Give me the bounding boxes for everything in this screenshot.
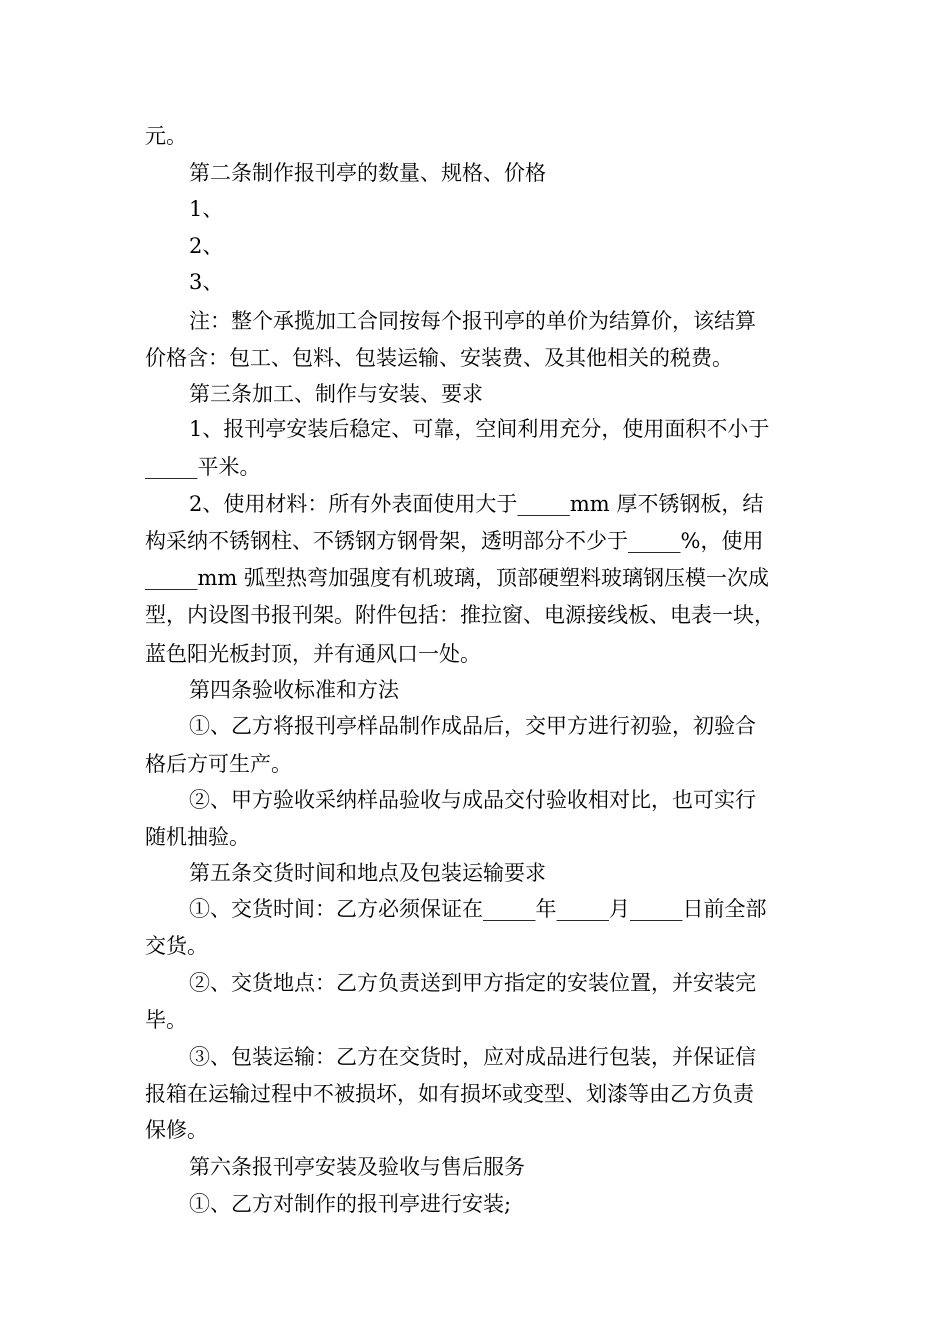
text-line: ①、乙方对制作的报刊亭进行安装; [189, 1192, 512, 1216]
section-heading: 第三条加工、制作与安装、要求 [189, 382, 483, 406]
list-item: 3、 [189, 270, 224, 294]
text-line: 报箱在运输过程中不被损坏，如有损坏或变型、划漆等由乙方负责 [145, 1082, 754, 1106]
text-line: 构采纳不锈钢柱、不锈钢方钢骨架，透明部分不少于_____%，使用 [145, 529, 764, 553]
section-heading: 第五条交货时间和地点及包装运输要求 [189, 861, 546, 885]
section-heading: 第四条验收标准和方法 [189, 678, 399, 702]
text-line: 元。 [145, 124, 187, 148]
list-item: 1、 [189, 197, 224, 221]
text-line: ②、交货地点：乙方负责送到甲方指定的安装位置，并安装完 [189, 971, 756, 995]
text-line: 价格含：包工、包料、包装运输、安装费、及其他相关的税费。 [145, 346, 733, 370]
text-line: 毕。 [145, 1008, 187, 1032]
text-line: 格后方可生产。 [145, 752, 292, 776]
text-line: 2、使用材料：所有外表面使用大于_____mm 厚不锈钢板，结 [189, 492, 764, 516]
section-heading: 第二条制作报刊亭的数量、规格、价格 [189, 161, 546, 185]
text-line: ①、乙方将报刊亭样品制作成品后，交甲方进行初验，初验合 [189, 714, 756, 738]
text-line: ②、甲方验收采纳样品验收与成品交付验收相对比，也可实行 [189, 788, 756, 812]
text-line: 交货。 [145, 934, 208, 958]
text-line: 蓝色阳光板封顶，并有通风口一处。 [145, 642, 481, 666]
text-line: 注：整个承揽加工合同按每个报刊亭的单价为结算价，该结算 [189, 309, 756, 333]
text-line: 保修。 [145, 1118, 208, 1142]
text-line: 随机抽验。 [145, 825, 250, 849]
text-line: 1、报刊亭安装后稳定、可靠，空间利用充分，使用面积不小于 [189, 417, 770, 441]
list-item: 2、 [189, 234, 224, 258]
text-line: _____mm 弧型热弯加强度有机玻璃，顶部硬塑料玻璃钢压模一次成 [145, 566, 769, 590]
text-line: 型，内设图书报刊架。附件包括：推拉窗、电源接线板、电表一块， [145, 603, 775, 627]
text-line: ①、交货时间：乙方必须保证在_____年_____月_____日前全部 [189, 897, 767, 921]
section-heading: 第六条报刊亭安装及验收与售后服务 [189, 1155, 525, 1179]
text-line: ③、包装运输：乙方在交货时，应对成品进行包装，并保证信 [189, 1045, 756, 1069]
text-line: _____平米。 [145, 455, 261, 479]
